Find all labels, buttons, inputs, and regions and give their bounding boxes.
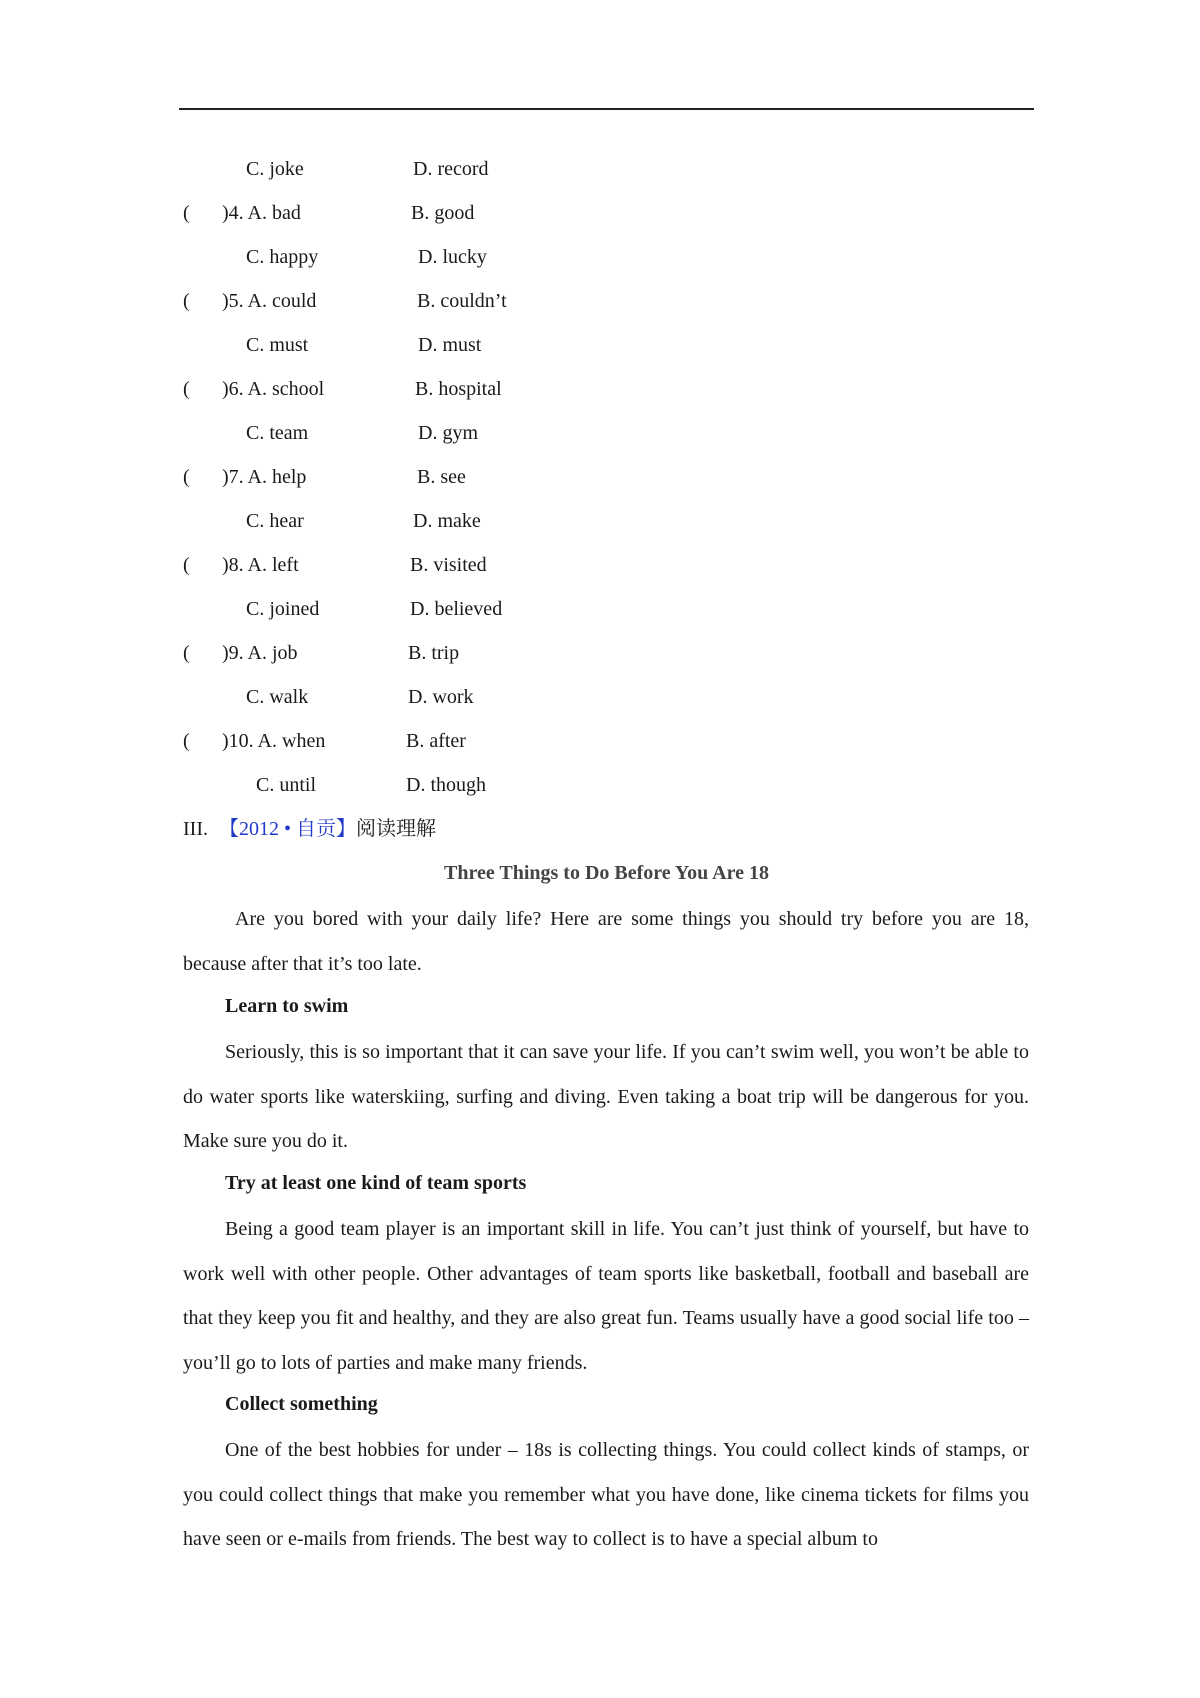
answer-blank[interactable]: ( <box>183 290 190 312</box>
option-d: D. make <box>413 510 481 532</box>
option-d: D. lucky <box>418 246 487 268</box>
answer-blank[interactable]: ( <box>183 378 190 400</box>
section-number: III. <box>183 818 208 840</box>
option-c: C. joined <box>246 598 320 620</box>
question-label: )8. A. left <box>222 554 299 576</box>
option-b: B. after <box>406 730 466 752</box>
option-b: B. good <box>411 202 475 224</box>
section-heading-team-sports: Try at least one kind of team sports <box>225 1172 527 1194</box>
question-label: )4. A. bad <box>222 202 301 224</box>
section-heading-collect: Collect something <box>225 1393 378 1415</box>
option-d: D. gym <box>418 422 478 444</box>
option-c: C. must <box>246 334 309 356</box>
answer-blank[interactable]: ( <box>183 730 190 752</box>
answer-blank[interactable]: ( <box>183 466 190 488</box>
option-b: B. hospital <box>415 378 502 400</box>
answer-blank[interactable]: ( <box>183 554 190 576</box>
answer-blank[interactable]: ( <box>183 642 190 664</box>
option-c: C. walk <box>246 686 309 708</box>
option-b: B. couldn’t <box>417 290 507 312</box>
section-body-team-sports: Being a good team player is an important skill in life. You can’t just think of yourself, but have to work well with other people. Other advantages of team sports like basketball, football and baseball are that they keep you fit and healthy, and they are also great fun. Teams usually have a good social life too – you’ll go to lots of parties and make many friends. <box>183 1218 1029 1374</box>
question-label: )6. A. school <box>222 378 325 400</box>
option-d: D. though <box>406 774 486 796</box>
question-label: )9. A. job <box>222 642 298 664</box>
answer-blank[interactable]: ( <box>183 202 190 224</box>
option-c: C. team <box>246 422 309 444</box>
option-c: C. joke <box>246 158 304 180</box>
section-name: 阅读理解 <box>356 818 436 840</box>
question-label: )7. A. help <box>222 466 307 488</box>
option-d: D. record <box>413 158 489 180</box>
article-intro: Are you bored with your daily life? Here are some things you should try before you are 18, because after that it’s too late. <box>183 908 1029 975</box>
option-c: C. hear <box>246 510 304 532</box>
question-label: )10. A. when <box>222 730 326 752</box>
section-body-collect: One of the best hobbies for under – 18s is collecting things. You could collect kinds of stamps, or you could collect things that make you remember what you have done, like cinema tickets for films you have seen or e-mails from friends. The best way to collect is to have a special album to <box>183 1439 1029 1550</box>
section-heading-swim: Learn to swim <box>225 995 349 1017</box>
option-b: B. see <box>417 466 466 488</box>
article-title: Three Things to Do Before You Are 18 <box>443 862 769 884</box>
option-d: D. must <box>418 334 482 356</box>
header-rule <box>179 108 1034 110</box>
option-b: B. visited <box>410 554 487 576</box>
option-b: B. trip <box>408 642 460 664</box>
option-c: C. happy <box>246 246 319 268</box>
section-body-swim: Seriously, this is so important that it can save your life. If you can’t swim well, you won’t be able to do water sports like waterskiing, surfing and diving. Even taking a boat trip will be dangerous for you. Make sure you do it. <box>183 1041 1029 1152</box>
source-tag: 【2012 • 自贡】 <box>218 818 356 840</box>
option-c: C. until <box>256 774 317 796</box>
question-label: )5. A. could <box>222 290 317 312</box>
option-d: D. work <box>408 686 474 708</box>
option-d: D. believed <box>410 598 503 620</box>
section-heading <box>183 817 436 841</box>
